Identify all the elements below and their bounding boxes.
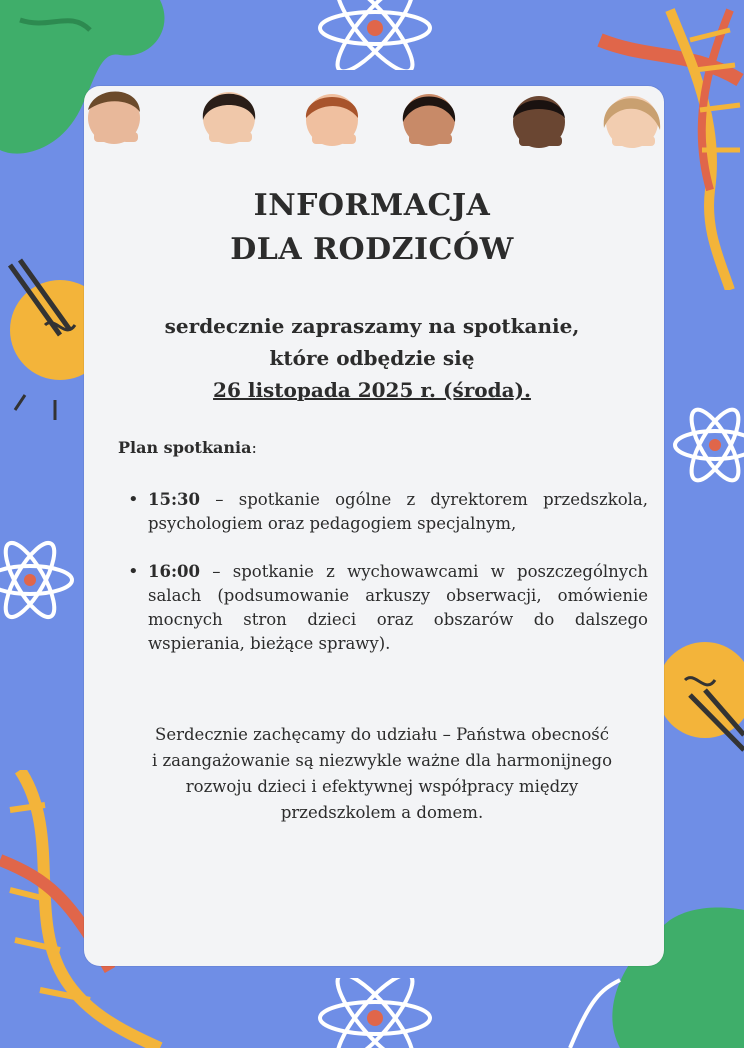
title-line-2: DLA RODZICÓW	[230, 232, 514, 267]
meeting-date-line	[0, 374, 744, 406]
children-peeking-image	[84, 80, 664, 160]
meeting-date-suffix: .	[523, 378, 531, 402]
plan-label	[118, 438, 257, 457]
closing-message	[0, 722, 744, 826]
page-title	[0, 184, 744, 272]
agenda-list	[128, 488, 648, 680]
title-line-1: INFORMACJA	[253, 188, 491, 223]
agenda-item	[128, 488, 648, 536]
atom-icon	[0, 520, 84, 640]
agenda-time: 15:30	[148, 490, 201, 509]
agenda-text: – spotkanie ogólne z dyrektorem przedszkola, psychologiem oraz pedagogiem specjalnym,	[148, 490, 648, 533]
agenda-time: 16:00	[148, 562, 201, 581]
invitation	[0, 310, 744, 406]
atom-icon	[310, 0, 440, 70]
closing-line-2: i zaangażowanie są niezwykle ważne dla harmonijnego	[151, 751, 613, 770]
agenda-item	[128, 560, 648, 656]
invitation-line-2: które odbędzie się	[269, 346, 475, 370]
agenda-text: – spotkanie z wychowawcami w poszczególnych salach (podsumowanie arkuszy obserwacji, omówienie mocnych stron dzieci oraz obszarów do dalszego wspierania, bieżące sprawy).	[148, 562, 648, 653]
closing-line-3: rozwoju dzieci i efektywnej współpracy między	[185, 777, 579, 796]
plan-label-text: Plan spotkania	[118, 438, 252, 457]
meeting-date: 26 listopada 2025 r. (środa)	[213, 378, 524, 402]
plan-label-suffix: :	[251, 438, 257, 457]
closing-line-4: przedszkolem a domem.	[280, 803, 484, 822]
invitation-line-1: serdecznie zapraszamy na spotkanie,	[164, 314, 580, 338]
closing-line-1: Serdecznie zachęcamy do udziału – Państwa obecność	[155, 725, 609, 744]
atom-icon	[310, 978, 440, 1048]
